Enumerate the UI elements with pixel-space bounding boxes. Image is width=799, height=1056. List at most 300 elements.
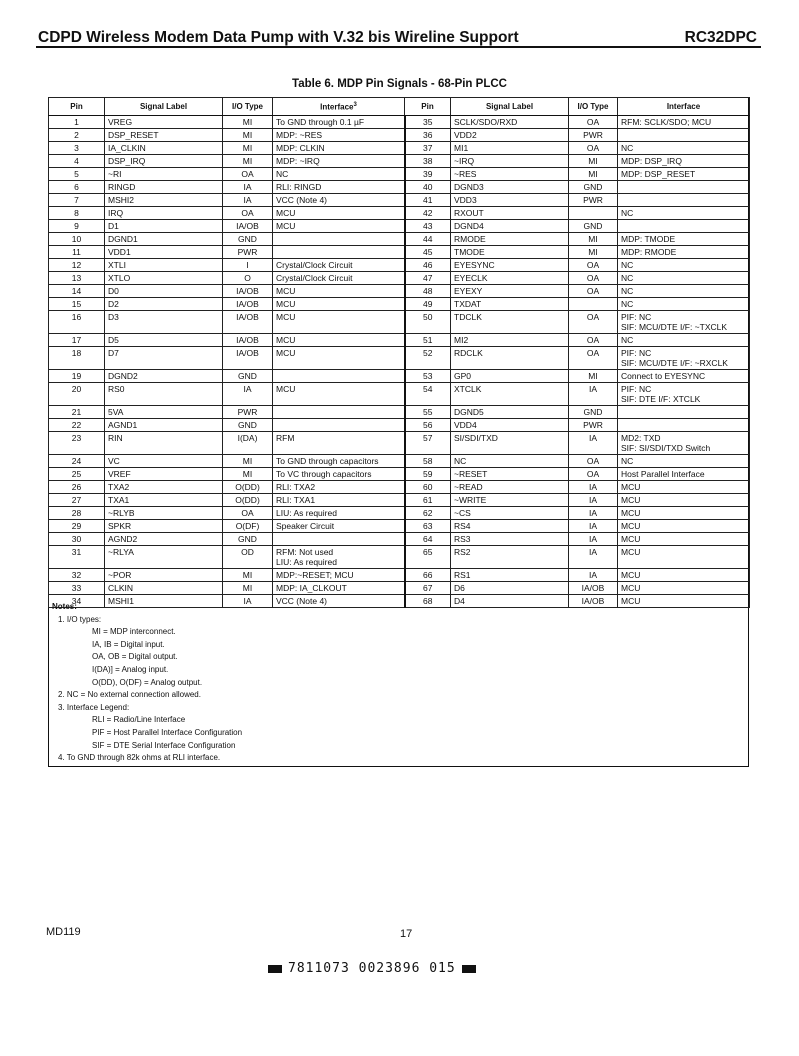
pin-number: 56 <box>423 420 433 430</box>
pin-number-cell <box>49 233 105 246</box>
signal-label: ~CS <box>454 508 471 518</box>
interface-cell <box>618 468 750 481</box>
interface: MDP: IA_CLKOUT <box>276 583 347 593</box>
signal-label-cell <box>105 494 223 507</box>
table-row <box>49 455 750 468</box>
pin-number: 31 <box>71 547 82 557</box>
interface: NC <box>621 286 634 296</box>
signal-label: RS4 <box>454 521 471 531</box>
signal-label: ~RI <box>108 169 122 179</box>
signal-label-cell <box>105 298 223 311</box>
pin-number: 43 <box>423 221 433 231</box>
signal-label-cell <box>105 168 223 181</box>
interface-cell <box>273 285 405 298</box>
io-type: OA <box>586 260 600 270</box>
io-type-cell <box>223 129 273 142</box>
signal-label: ~RES <box>454 169 477 179</box>
pin-number-cell <box>49 311 105 334</box>
interface-cell <box>618 455 750 468</box>
signal-label-cell <box>451 432 569 455</box>
io-type: PWR <box>237 407 258 417</box>
signal-label: XTLI <box>108 260 126 270</box>
col-header-interface: Interface$^3$ <box>273 98 405 116</box>
signal-label-cell <box>451 129 569 142</box>
table-row <box>49 259 750 272</box>
io-type: MI <box>242 130 253 140</box>
table-row <box>49 311 750 334</box>
io-type: GND <box>583 407 603 417</box>
pin-number-cell <box>49 406 105 419</box>
table-row <box>49 155 750 168</box>
interface: Connect to EYESYNC <box>621 371 706 381</box>
io-type-cell <box>223 507 273 520</box>
io-type: PWR <box>237 247 258 257</box>
signal-label-cell <box>451 419 569 432</box>
pin-number-cell <box>49 129 105 142</box>
interface: NC <box>621 456 634 466</box>
table-row <box>49 468 750 481</box>
pin-number-cell <box>405 455 451 468</box>
signal-label: ~RLYB <box>108 508 135 518</box>
signal-label-cell <box>451 347 569 370</box>
signal-label: ~READ <box>454 482 483 492</box>
io-type: GND <box>583 182 603 192</box>
interface: MCU <box>621 596 641 606</box>
pin-number: 30 <box>71 534 82 544</box>
interface-cell <box>618 383 750 406</box>
pin-number-cell <box>49 298 105 311</box>
signal-label-cell <box>105 481 223 494</box>
signal-label: DGND4 <box>454 221 484 231</box>
signal-label: D1 <box>108 221 119 231</box>
col-header-signal-label-right: Signal Label <box>451 98 569 116</box>
io-type-cell <box>569 129 618 142</box>
signal-label: VDD2 <box>454 130 477 140</box>
signal-label-cell <box>451 298 569 311</box>
io-type: OA <box>586 348 600 358</box>
signal-label-cell <box>451 311 569 334</box>
interface-cell <box>618 194 750 207</box>
interface: NC <box>621 143 634 153</box>
interface-cell <box>273 569 405 582</box>
signal-label-cell <box>451 142 569 155</box>
table-row <box>49 285 750 298</box>
signal-label-cell <box>105 370 223 383</box>
io-type-cell <box>569 207 618 220</box>
pin-number-cell <box>405 569 451 582</box>
pin-number: 68 <box>423 596 433 606</box>
table-header-row <box>49 98 750 116</box>
interface: NC <box>621 335 634 345</box>
interface-cell <box>273 468 405 481</box>
signal-label-cell <box>105 406 223 419</box>
interface-cell <box>273 259 405 272</box>
io-type-cell <box>569 419 618 432</box>
interface-cell <box>273 481 405 494</box>
signal-label-cell <box>105 155 223 168</box>
interface-cell <box>618 494 750 507</box>
io-type-cell <box>223 194 273 207</box>
pin-number: 38 <box>423 156 433 166</box>
signal-label: TDCLK <box>454 312 482 322</box>
io-type-cell <box>569 533 618 546</box>
signal-label: DGND2 <box>108 371 138 381</box>
interface-cell <box>618 272 750 285</box>
io-type: IA/OB <box>581 583 605 593</box>
interface-cell <box>618 311 750 334</box>
io-type-cell <box>223 298 273 311</box>
pin-number: 15 <box>71 299 82 309</box>
note-3a: RLI = Radio/Line Interface <box>92 715 186 725</box>
io-type: MI <box>588 371 598 381</box>
signal-label-cell <box>451 569 569 582</box>
io-type-cell <box>569 520 618 533</box>
io-type: IA/OB <box>581 596 605 606</box>
pin-number-cell <box>405 582 451 595</box>
interface: RLI: RINGD <box>276 182 322 192</box>
interface: MDP: ~IRQ <box>276 156 320 166</box>
pin-number: 46 <box>423 260 433 270</box>
signal-label: VC <box>108 456 120 466</box>
io-type: OA <box>586 286 600 296</box>
signal-label: EYECLK <box>454 273 488 283</box>
pin-number: 40 <box>423 182 433 192</box>
pin-number-cell <box>405 298 451 311</box>
pin-number: 14 <box>71 286 82 296</box>
pin-number-cell <box>49 481 105 494</box>
signal-label: VREF <box>108 469 131 479</box>
io-type-cell <box>569 507 618 520</box>
signal-label: 5VA <box>108 407 124 417</box>
interface-cell <box>273 207 405 220</box>
pin-number-cell <box>49 468 105 481</box>
io-type: OA <box>241 169 254 179</box>
pin-number-cell <box>405 419 451 432</box>
interface-cell <box>273 533 405 546</box>
io-type-cell <box>569 272 618 285</box>
interface-cell <box>618 481 750 494</box>
interface-cell <box>618 406 750 419</box>
pin-number-cell <box>405 432 451 455</box>
pin-number-cell <box>405 285 451 298</box>
signal-label-cell <box>105 468 223 481</box>
signal-label: D6 <box>454 583 465 593</box>
io-type-cell <box>223 468 273 481</box>
interface-cell <box>273 419 405 432</box>
interface-line2: SIF: DTE I/F: XTCLK <box>621 394 701 404</box>
io-type: MI <box>588 234 598 244</box>
signal-label-cell <box>105 582 223 595</box>
table-row <box>49 569 750 582</box>
pin-number-cell <box>405 481 451 494</box>
pin-number: 34 <box>71 596 82 606</box>
pin-number-cell <box>405 194 451 207</box>
signal-label-cell <box>451 155 569 168</box>
interface-line2: SIF: SI/SDI/TXD Switch <box>621 443 711 453</box>
interface-cell <box>273 168 405 181</box>
interface: MCU <box>276 384 296 394</box>
pin-number-cell <box>49 533 105 546</box>
signal-label-cell <box>451 383 569 406</box>
pin-number: 13 <box>71 273 82 283</box>
io-type-cell <box>569 347 618 370</box>
signal-label: XTLO <box>108 273 131 283</box>
pin-number-cell <box>405 129 451 142</box>
table-row <box>49 272 750 285</box>
interface-cell <box>273 129 405 142</box>
io-type-cell <box>223 533 273 546</box>
interface-cell <box>618 569 750 582</box>
table-row <box>49 507 750 520</box>
io-type-cell <box>569 259 618 272</box>
barcode-mark-right <box>462 965 476 973</box>
io-type-cell <box>569 370 618 383</box>
interface: MDP: DSP_RESET <box>621 169 696 179</box>
signal-label-cell <box>451 507 569 520</box>
io-type-cell <box>569 406 618 419</box>
io-type-cell <box>223 116 273 129</box>
interface: MDP: TMODE <box>621 234 676 244</box>
interface: RFM: SCLK/SDO; MCU <box>621 117 712 127</box>
pin-number-cell <box>49 582 105 595</box>
interface: PIF: NC <box>621 384 652 394</box>
interface: RLI: TXA1 <box>276 495 316 505</box>
interface-cell <box>618 298 750 311</box>
pin-number-cell <box>405 468 451 481</box>
signal-label: TXA1 <box>108 495 130 505</box>
interface-cell <box>618 285 750 298</box>
signal-label-cell <box>105 507 223 520</box>
signal-label: VDD4 <box>454 420 477 430</box>
pin-number: 42 <box>423 208 433 218</box>
pin-number: 66 <box>423 570 433 580</box>
pin-number: 52 <box>423 348 433 358</box>
signal-label-cell <box>105 129 223 142</box>
io-type: MI <box>242 456 253 466</box>
interface-cell <box>618 142 750 155</box>
pin-number: 22 <box>71 420 82 430</box>
interface-cell <box>618 507 750 520</box>
pin-number: 57 <box>423 433 433 443</box>
pin-number: 8 <box>74 208 79 218</box>
document-code: MD119 <box>46 926 81 938</box>
io-type-cell <box>569 432 618 455</box>
io-type: GND <box>238 371 257 381</box>
interface: RFM <box>276 433 295 443</box>
pin-number: 12 <box>71 260 82 270</box>
interface-cell <box>273 507 405 520</box>
io-type: PWR <box>583 420 603 430</box>
interface: RLI: TXA2 <box>276 482 316 492</box>
signal-label: RIN <box>108 433 123 443</box>
io-type: OA <box>586 143 600 153</box>
pin-number-cell <box>49 520 105 533</box>
io-type: GND <box>238 534 257 544</box>
io-type: OA <box>241 208 254 218</box>
interface-cell <box>273 181 405 194</box>
pin-number: 32 <box>71 570 82 580</box>
io-type-cell <box>569 311 618 334</box>
signal-label: D5 <box>108 335 119 345</box>
pin-number: 59 <box>423 469 433 479</box>
io-type-cell <box>223 347 273 370</box>
signal-label: DGND5 <box>454 407 484 417</box>
interface: MCU <box>621 495 641 505</box>
signal-label-cell <box>451 370 569 383</box>
io-type: GND <box>238 234 257 244</box>
interface-cell <box>618 546 750 569</box>
interface-cell <box>618 419 750 432</box>
table-caption: Table 6. MDP Pin Signals - 68-Pin PLCC <box>292 78 507 90</box>
interface: MD2: TXD <box>621 433 661 443</box>
pin-number: 2 <box>74 130 79 140</box>
table-row <box>49 546 750 569</box>
signal-label-cell <box>105 116 223 129</box>
interface: NC <box>621 208 634 218</box>
interface-line2: LIU: As required <box>276 557 337 567</box>
col-header-interface-right: Interface <box>618 98 750 116</box>
io-type: MI <box>242 469 253 479</box>
io-type: IA/OB <box>236 312 259 322</box>
header-rule <box>36 46 761 48</box>
io-type-cell <box>223 455 273 468</box>
signal-label-cell <box>105 383 223 406</box>
document-title: CDPD Wireless Modem Data Pump with V.32 bis Wireline Support <box>38 29 519 46</box>
pin-number: 21 <box>71 407 82 417</box>
note-4: 4. To GND through 82k ohms at RLI interface. <box>58 753 221 763</box>
io-type-cell <box>569 233 618 246</box>
pin-number: 25 <box>71 469 82 479</box>
table-row <box>49 298 750 311</box>
signal-label-cell <box>105 419 223 432</box>
pin-number: 39 <box>423 169 433 179</box>
interface: Host Parallel Interface <box>621 469 705 479</box>
interface: MCU <box>621 521 641 531</box>
io-type: IA <box>588 482 598 492</box>
signal-label: D3 <box>108 312 119 322</box>
pin-number: 29 <box>71 521 82 531</box>
signal-label-cell <box>451 481 569 494</box>
signal-label: AGND2 <box>108 534 138 544</box>
io-type: IA <box>588 384 598 394</box>
interface: MCU <box>276 286 296 296</box>
signal-label-cell <box>451 116 569 129</box>
pin-signals-table <box>48 97 750 608</box>
signal-label-cell <box>105 142 223 155</box>
pin-number-cell <box>49 259 105 272</box>
table-row <box>49 194 750 207</box>
io-type-cell <box>223 272 273 285</box>
pin-number: 41 <box>423 195 433 205</box>
io-type: GND <box>583 221 603 231</box>
io-type: PWR <box>583 195 603 205</box>
pin-number: 27 <box>71 495 82 505</box>
interface-cell <box>273 334 405 347</box>
io-type: IA <box>243 195 252 205</box>
signal-label: DGND1 <box>108 234 138 244</box>
io-type-cell <box>223 569 273 582</box>
interface: MCU <box>621 547 641 557</box>
pin-number: 17 <box>71 335 82 345</box>
interface-line2: SIF: MCU/DTE I/F: ~TXCLK <box>621 322 728 332</box>
table-notes <box>52 601 742 765</box>
table-row <box>49 494 750 507</box>
interface: MCU <box>276 208 296 218</box>
io-type-cell <box>223 142 273 155</box>
io-type-cell <box>569 334 618 347</box>
io-type-cell <box>569 546 618 569</box>
signal-label-cell <box>105 432 223 455</box>
signal-label-cell <box>105 520 223 533</box>
pin-number-cell <box>49 207 105 220</box>
signal-label-cell <box>451 259 569 272</box>
signal-label: DSP_IRQ <box>108 156 146 166</box>
pin-number: 3 <box>74 143 79 153</box>
io-type: IA <box>588 521 598 531</box>
io-type: IA <box>588 433 598 443</box>
interface-cell <box>618 370 750 383</box>
io-type: IA <box>243 596 252 606</box>
io-type: OA <box>586 117 600 127</box>
interface-cell <box>618 432 750 455</box>
pin-number-cell <box>49 569 105 582</box>
pin-number-cell <box>405 520 451 533</box>
pin-number: 49 <box>423 299 433 309</box>
pin-number: 51 <box>423 335 433 345</box>
pin-number: 58 <box>423 456 433 466</box>
io-type: MI <box>242 117 253 127</box>
io-type-cell <box>223 370 273 383</box>
note-3c: SIF = DTE Serial Interface Configuration <box>92 740 236 750</box>
pin-number-cell <box>49 432 105 455</box>
interface-cell <box>273 194 405 207</box>
table-row <box>49 383 750 406</box>
signal-label: RS2 <box>454 547 471 557</box>
pin-number-cell <box>405 220 451 233</box>
interface-cell <box>618 533 750 546</box>
pin-number: 18 <box>71 348 82 358</box>
signal-label-cell <box>451 520 569 533</box>
pin-number-cell <box>49 181 105 194</box>
pin-number-cell <box>405 116 451 129</box>
barcode-mark-left <box>268 965 282 973</box>
table-row <box>49 233 750 246</box>
io-type-cell <box>223 207 273 220</box>
pin-number-cell <box>405 370 451 383</box>
pin-number: 35 <box>423 117 433 127</box>
signal-label-cell <box>105 181 223 194</box>
interface: To GND through capacitors <box>276 456 379 466</box>
interface-cell <box>618 582 750 595</box>
pin-number-cell <box>405 507 451 520</box>
signal-label: RS1 <box>454 570 471 580</box>
signal-label-cell <box>105 246 223 259</box>
interface-cell <box>618 520 750 533</box>
pin-number-cell <box>405 142 451 155</box>
table-row <box>49 220 750 233</box>
signal-label: CLKIN <box>108 583 134 593</box>
io-type: OA <box>586 469 600 479</box>
io-type-cell <box>569 468 618 481</box>
pin-number-cell <box>49 370 105 383</box>
pin-number-cell <box>49 116 105 129</box>
note-1a: MI = MDP interconnect. <box>92 627 176 637</box>
signal-label-cell <box>451 494 569 507</box>
pin-number: 24 <box>71 456 82 466</box>
interface: NC <box>621 299 634 309</box>
interface-cell <box>618 233 750 246</box>
signal-label: IA_CLKIN <box>108 143 146 153</box>
